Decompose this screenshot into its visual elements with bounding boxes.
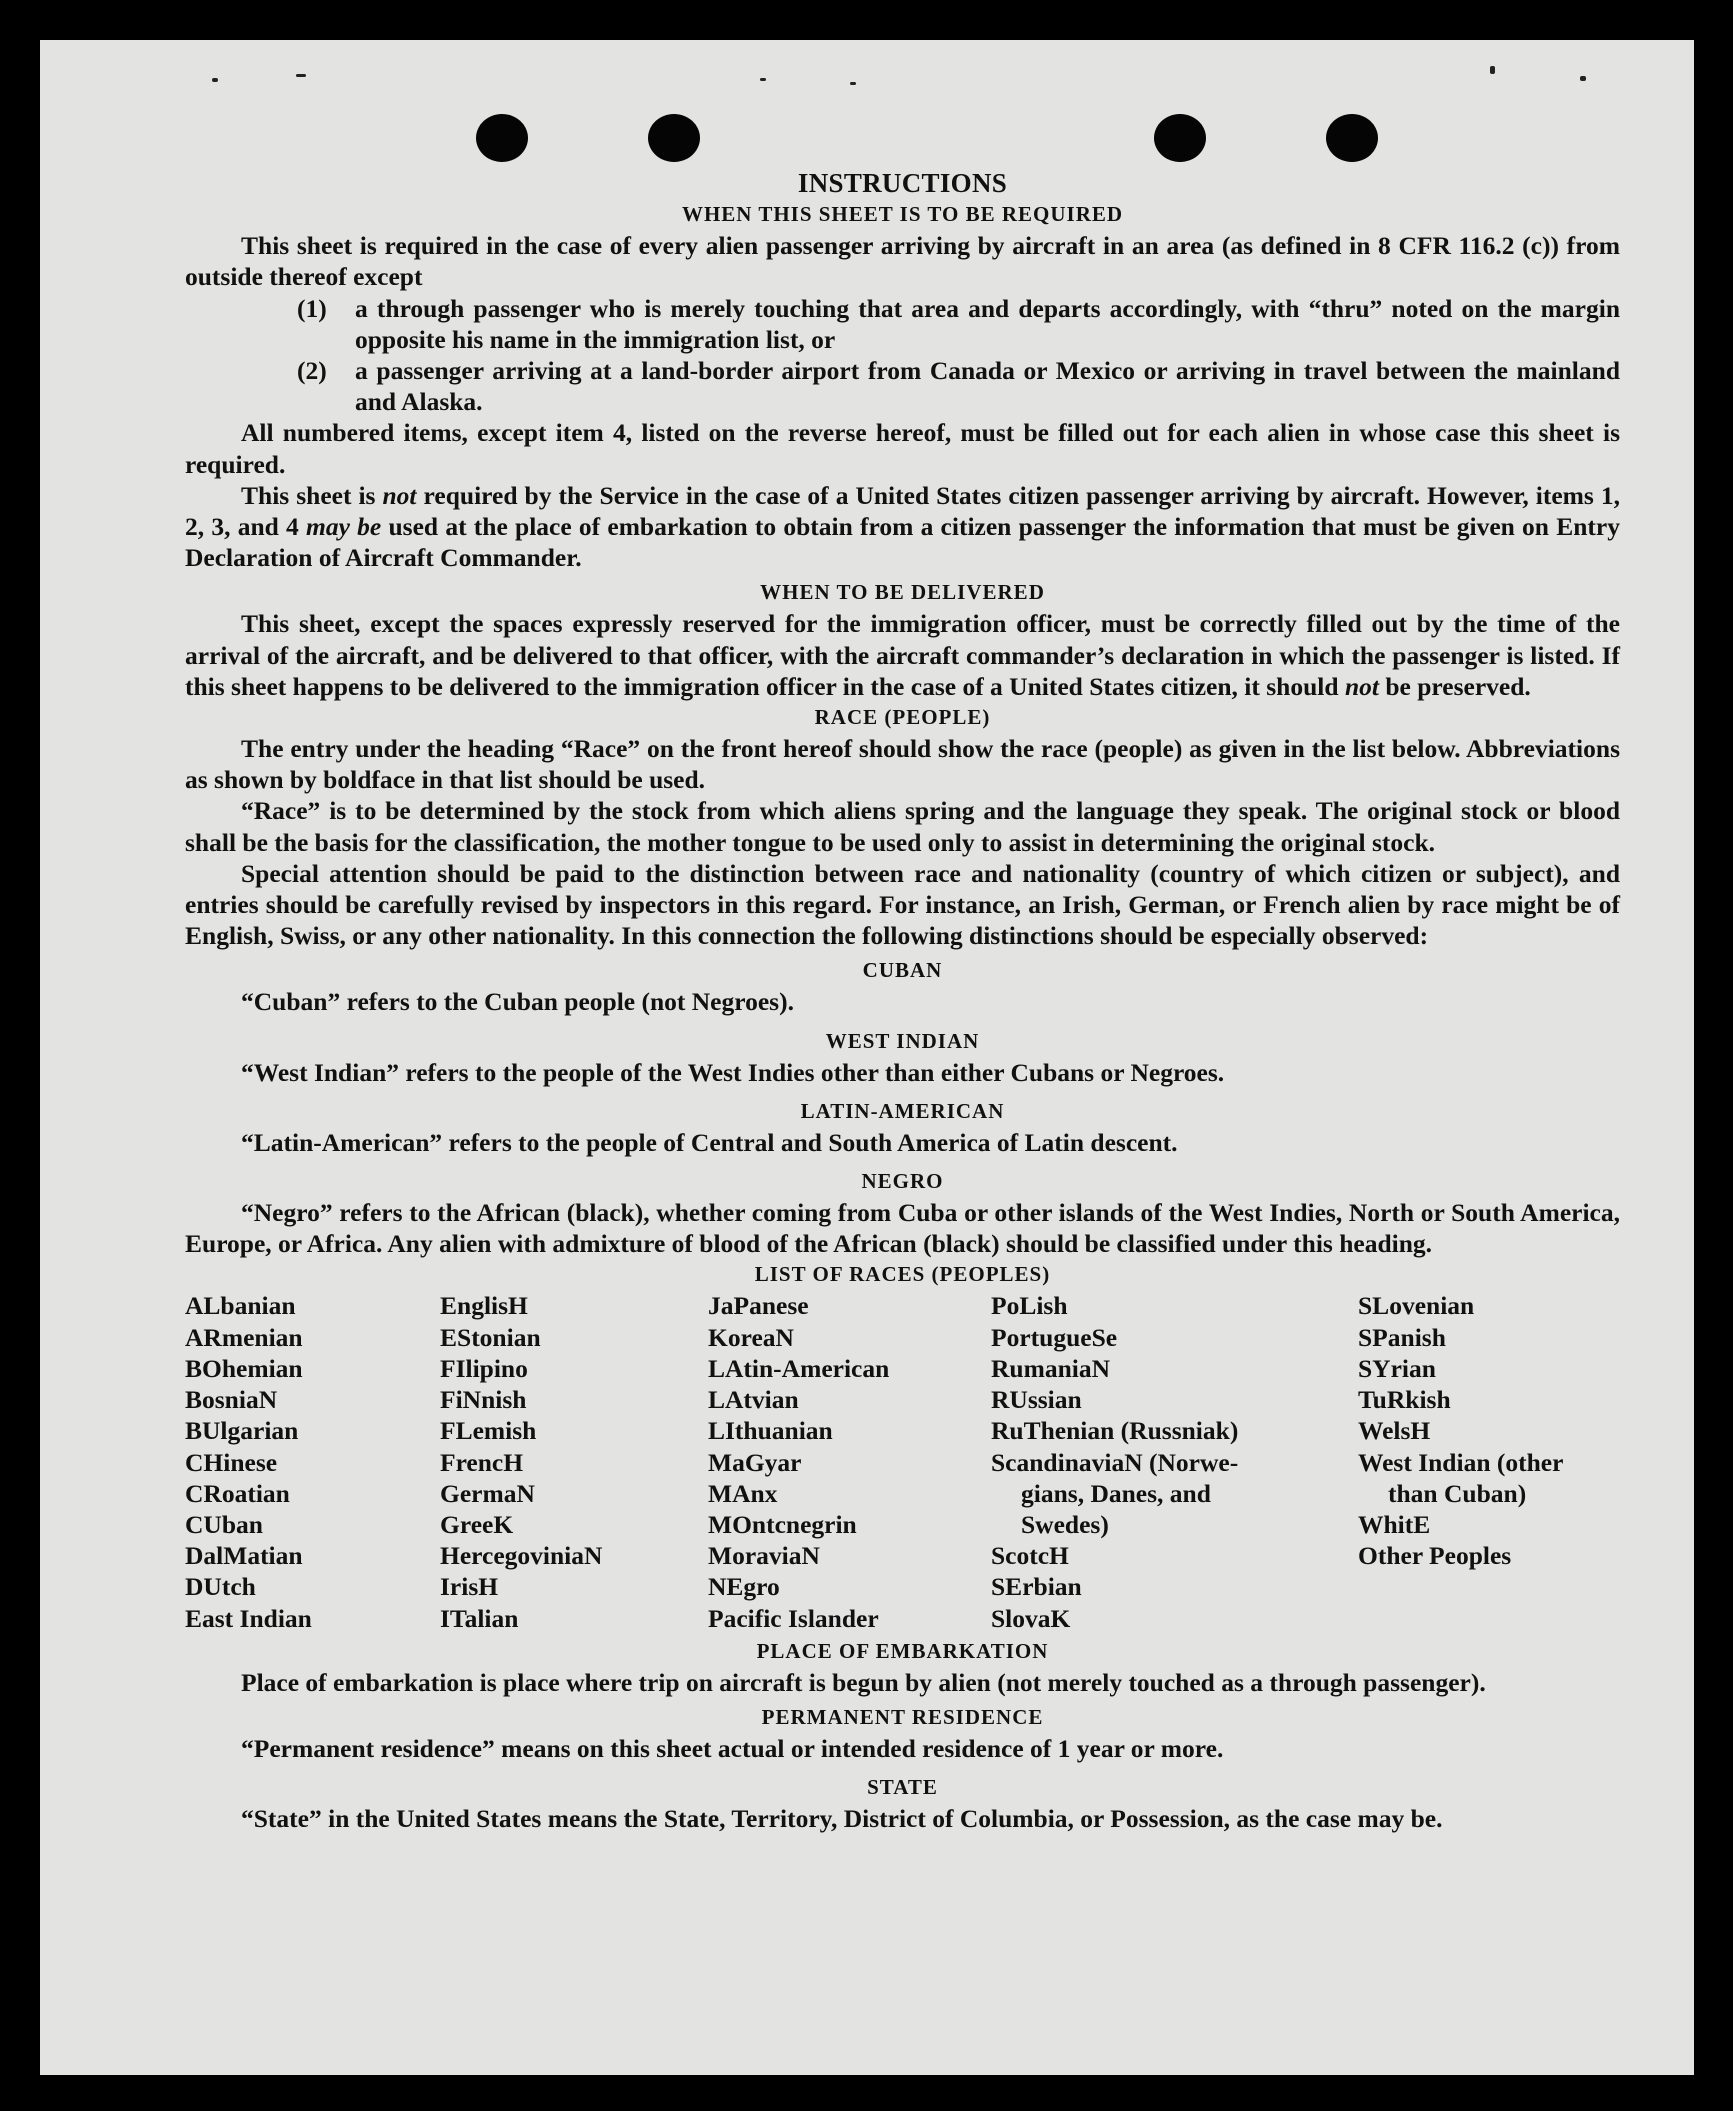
race-entry: East Indian (185, 1603, 312, 1633)
race-entry: PoLish (991, 1291, 1068, 1321)
exception-item (185, 355, 1620, 417)
definition: “State” in the United States means the State, Territory, District of Columbia, or Possession, as the case may be. (241, 1804, 1443, 1834)
speck (296, 74, 306, 77)
race-entry: ScandinaviaN (Norwe- (991, 1447, 1239, 1477)
races-column (991, 1290, 1358, 1633)
punch-hole (648, 114, 700, 162)
race-entry: DUtch (185, 1572, 256, 1602)
section-heading: STATE (867, 1775, 938, 1800)
race-entry: BUlgarian (185, 1416, 299, 1446)
race-entry: NEgro (708, 1572, 780, 1602)
punch-hole (1154, 114, 1206, 162)
section-heading: WHEN THIS SHEET IS TO BE REQUIRED (681, 202, 1124, 227)
race-entry: SLovenian (1358, 1291, 1475, 1321)
paragraph: “Race” is to be determined by the stock from which aliens spring and the language they speak. The original stock or blood shall be the basis for the classification, the mother tongue to be used only to assist in determining the original stock. (185, 796, 1620, 857)
race-entry: LIthuanian (708, 1416, 833, 1446)
paragraph (185, 480, 1620, 574)
races-column (185, 1290, 440, 1633)
race-entry: LAtin-American (708, 1353, 890, 1383)
speck (1490, 66, 1495, 74)
race-entry: CRoatian (185, 1478, 290, 1508)
item-number: (1) (297, 293, 327, 323)
race-entry: SYrian (1358, 1353, 1436, 1383)
speck (760, 78, 766, 81)
race-entry: FLemish (440, 1416, 537, 1446)
race-entry: JaPanese (708, 1291, 809, 1321)
race-entry: EnglisH (440, 1291, 528, 1321)
item-text: a passenger arriving at a land-border airport from Canada or Mexico or arriving in travel between the mainland and Alaska. (355, 356, 1620, 417)
race-entry: gians, Danes, and (1021, 1478, 1211, 1508)
section-heading: LATIN-AMERICAN (800, 1098, 1005, 1123)
race-entry: SlovaK (991, 1603, 1071, 1633)
races-list (185, 1290, 1620, 1633)
race-entry: EStonian (440, 1322, 541, 1352)
race-entry: CHinese (185, 1447, 278, 1477)
race-entry: BOhemian (185, 1353, 303, 1383)
definition: “Cuban” refers to the Cuban people (not Negroes). (241, 987, 794, 1017)
race-entry: CUban (185, 1509, 263, 1539)
punch-hole (476, 114, 528, 162)
race-entry: MaGyar (708, 1447, 802, 1477)
instructions-content (185, 168, 1620, 1834)
race-entry: Swedes) (1021, 1509, 1109, 1539)
race-entry: KoreaN (708, 1322, 794, 1352)
race-entry: FIlipino (440, 1353, 528, 1383)
race-entry: than Cuban) (1388, 1478, 1527, 1508)
item-number: (2) (297, 356, 327, 386)
race-entry: Other Peoples (1358, 1541, 1512, 1571)
section-heading: NEGRO (861, 1169, 944, 1194)
race-entry: Pacific Islander (708, 1603, 879, 1633)
race-entry: PortugueSe (991, 1322, 1118, 1352)
section-heading: WHEN TO BE DELIVERED (760, 580, 1045, 605)
race-entry: MoraviaN (708, 1541, 820, 1571)
document-sheet (40, 40, 1694, 2075)
definition: “Negro” refers to the African (black), whether coming from Cuba or other islands of the West Indies, North or South America, Europe, or Africa. Any alien with admixture of blood of the African (black) should be classified under this heading. (185, 1198, 1620, 1259)
punch-hole (1326, 114, 1378, 162)
section-heading: RACE (PEOPLE) (814, 705, 991, 730)
race-entry: TuRkish (1358, 1385, 1451, 1415)
speck (850, 82, 856, 85)
definition: Place of embarkation is place where trip on aircraft is begun by alien (not merely touched as a through passenger). (241, 1667, 1486, 1697)
definition: “West Indian” refers to the people of the West Indies other than either Cubans or Negroes. (241, 1057, 1225, 1087)
race-entry: RUssian (991, 1385, 1082, 1415)
paragraph: The entry under the heading “Race” on the front hereof should show the race (people) as given in the list below. Abbreviations as shown by boldface in that list should be used. (185, 734, 1620, 795)
exception-item (185, 293, 1620, 355)
race-entry: RumaniaN (991, 1353, 1111, 1383)
text-run: This sheet, except the spaces expressly reserved for the immigration officer, must be correctly filled out by the time of the arrival of the aircraft, and be delivered to that officer, with the aircraft commander’s declaration in which the passenger is listed. If this sheet happens to be delivered to the immigration officer in the case of a United States citizen, it should (185, 609, 1620, 701)
race-entry: West Indian (other (1358, 1447, 1564, 1477)
race-entry: WelsH (1358, 1416, 1431, 1446)
page-title: INSTRUCTIONS (797, 168, 1008, 198)
paragraph (185, 608, 1620, 702)
races-column (708, 1290, 991, 1633)
section-heading: WEST INDIAN (825, 1028, 980, 1053)
definition: “Permanent residence” means on this sheet actual or intended residence of 1 year or more. (241, 1733, 1224, 1763)
races-column (1358, 1290, 1620, 1633)
emphasis: not (382, 480, 417, 510)
race-entry: SPanish (1358, 1322, 1446, 1352)
race-entry: MAnx (708, 1478, 778, 1508)
race-entry: GreeK (440, 1509, 514, 1539)
race-entry: WhitE (1358, 1509, 1431, 1539)
race-entry: FiNnish (440, 1385, 527, 1415)
paragraph: All numbered items, except item 4, listed on the reverse hereof, must be filled out for each alien in whose case this sheet is required. (185, 418, 1620, 479)
section-heading: PLACE OF EMBARKATION (756, 1638, 1049, 1663)
race-entry: ITalian (440, 1603, 519, 1633)
races-column (440, 1290, 708, 1633)
race-entry: SErbian (991, 1572, 1082, 1602)
speck (1580, 76, 1586, 81)
race-entry: LAtvian (708, 1385, 799, 1415)
race-entry: HercegoviniaN (440, 1541, 603, 1571)
race-entry: BosniaN (185, 1385, 278, 1415)
emphasis: not (1344, 671, 1379, 701)
speck (212, 78, 218, 82)
paragraph: Special attention should be paid to the distinction between race and nationality (country of which citizen or subject), and entries should be carefully revised by inspectors in this regard. For instance, an Irish, German, or French alien by race might be of English, Swiss, or any other nationality. In this connection the following distinctions should be especially observed: (185, 858, 1620, 951)
race-entry: MOntcnegrin (708, 1509, 857, 1539)
text-run: This sheet is (241, 480, 383, 510)
race-entry: ScotcH (991, 1541, 1069, 1571)
race-entry: RuThenian (Russniak) (991, 1416, 1239, 1446)
text-run: be preserved. (1378, 671, 1531, 701)
definition: “Latin-American” refers to the people of Central and South America of Latin descent. (241, 1127, 1178, 1157)
race-entry: ARmenian (185, 1322, 303, 1352)
text-run: required by the Service in the case of a United States citizen passenger arriving by aircraft. However, items 1, 2, 3, and 4 (185, 480, 1620, 542)
section-heading: CUBAN (862, 958, 943, 983)
section-heading: LIST OF RACES (PEOPLES) (754, 1262, 1051, 1287)
race-entry: IrisH (440, 1572, 499, 1602)
race-entry: DalMatian (185, 1541, 303, 1571)
race-entry: ALbanian (185, 1291, 296, 1321)
race-entry: FrencH (440, 1447, 524, 1477)
item-text: a through passenger who is merely touching that area and departs accordingly, with “thru” noted on the margin opposite his name in the immigration list, or (355, 293, 1620, 354)
text-run: used at the place of embarkation to obtain from a citizen passenger the information that must be given on Entry Declaration of Aircraft Commander. (185, 512, 1620, 573)
section-heading: PERMANENT RESIDENCE (761, 1704, 1044, 1729)
paragraph: This sheet is required in the case of every alien passenger arriving by aircraft in an area (as defined in 8 CFR 116.2 (c)) from outside thereof except (185, 231, 1620, 292)
race-entry: GermaN (440, 1478, 535, 1508)
emphasis: may be (306, 512, 382, 542)
